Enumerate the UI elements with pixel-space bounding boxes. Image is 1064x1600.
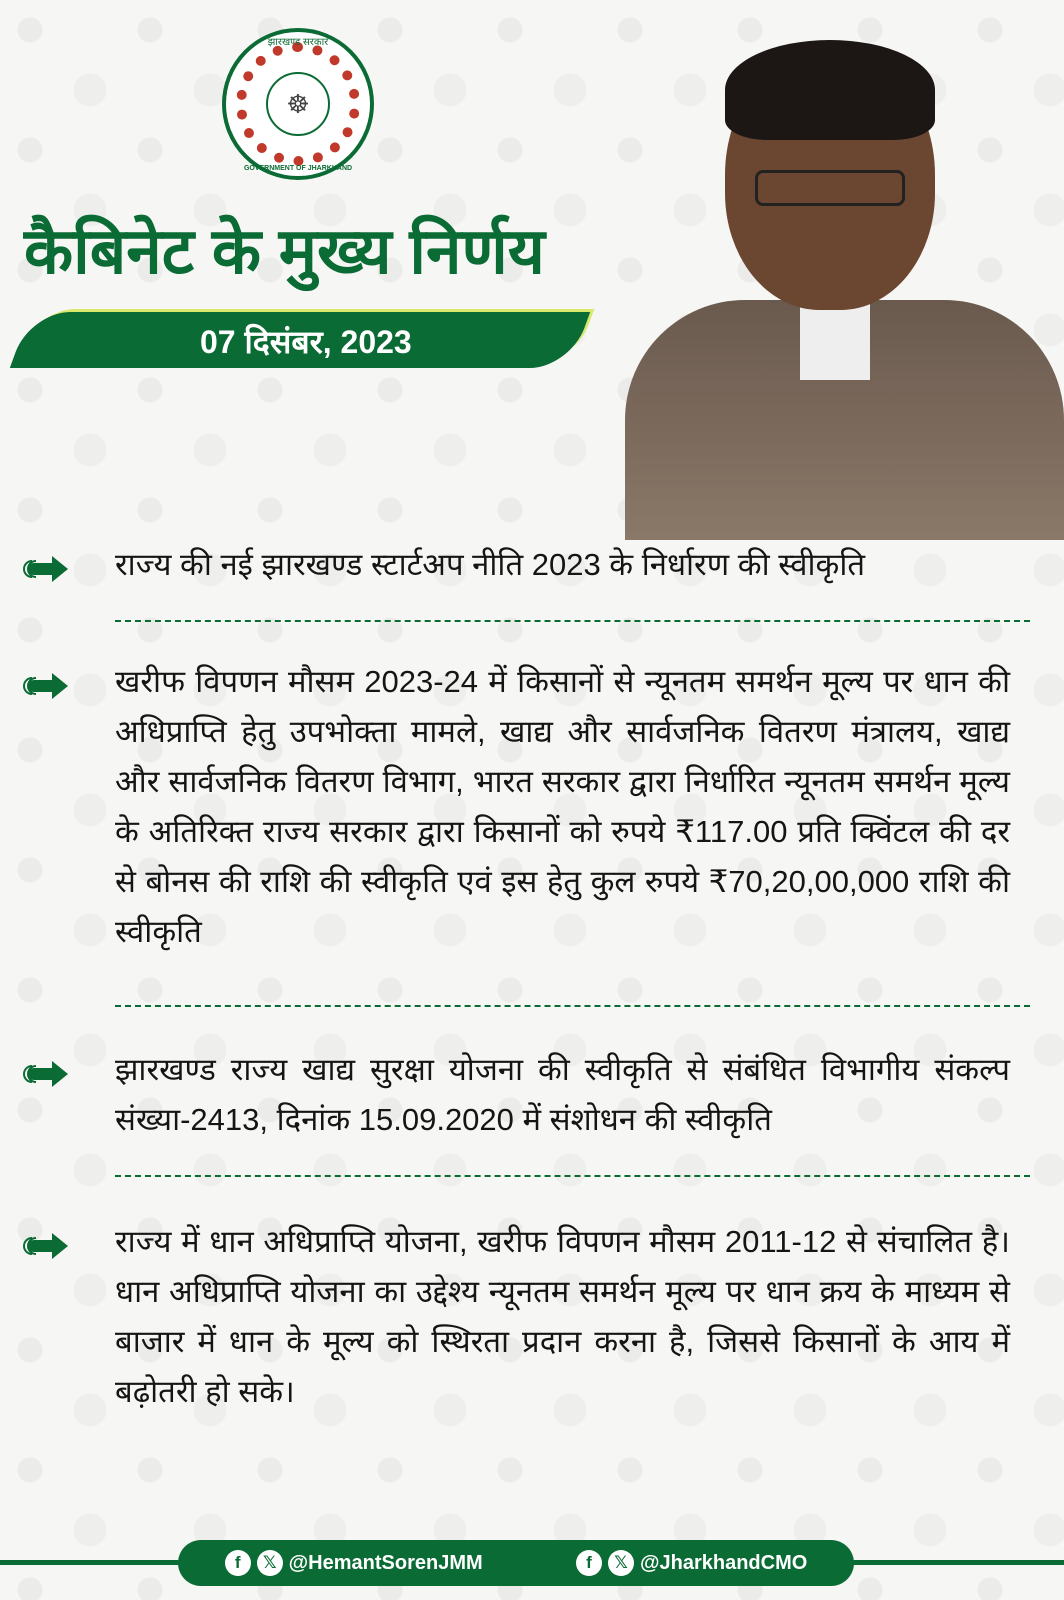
facebook-icon: f — [576, 1550, 602, 1576]
arrow-bullet-icon — [20, 1060, 70, 1088]
divider — [115, 1175, 1030, 1177]
decision-item-2: खरीफ विपणन मौसम 2023-24 में किसानों से न्यूनतम समर्थन मूल्य पर धान की अधिप्राप्ति हेतु उपभोक्ता मामले, खाद्य और सार्वजनिक वितरण मंत्रालय, खाद्य और सार्वजनिक वितरण विभाग, भारत सरकार द्वारा निर्धारित न्यूनतम समर्थन मूल्य के अतिरिक्त राज्य सरकार द्वारा किसानों को रुपये ₹117.00 प्रति क्विंटल की दर से बोनस की राशि की स्वीकृति एवं इस हेतु कुल रुपये ₹70,20,00,000 राशि की स्वीकृति — [115, 664, 1010, 949]
handle-text: @JharkhandCMO — [640, 1551, 808, 1574]
x-icon: 𝕏 — [608, 1550, 634, 1576]
decision-item-4: राज्य में धान अधिप्राप्ति योजना, खरीफ विपणन मौसम 2011-12 से संचालित है। धान अधिप्राप्ति योजना का उद्देश्य न्यूनतम समर्थन मूल्य पर धान क्रय के माध्यम से बाजार में धान के मूल्य को स्थिरता प्रदान करना है, जिससे किसानों के आय में बढ़ोतरी हो सके। — [115, 1224, 1010, 1409]
photo-glasses — [755, 170, 905, 206]
emblem-icon: ☸ — [266, 72, 330, 136]
arrow-bullet-icon — [20, 672, 70, 700]
facebook-icon: f — [225, 1550, 251, 1576]
x-icon: 𝕏 — [257, 1550, 283, 1576]
decision-item-1: राज्य की नई झारखण्ड स्टार्टअप नीति 2023 के निर्धारण की स्वीकृति — [115, 547, 866, 582]
arrow-bullet-icon — [20, 555, 70, 583]
date-text: 07 दिसंबर, 2023 — [200, 324, 412, 360]
photo-hair — [725, 40, 935, 140]
social-footer — [178, 1540, 854, 1586]
divider — [115, 620, 1030, 622]
chief-minister-photo — [615, 30, 1064, 540]
page-title: कैबिनेट के मुख्य निर्णय — [24, 215, 545, 287]
divider — [115, 1005, 1030, 1007]
logo-top-text: झारखण्ड सरकार — [267, 37, 329, 48]
decision-item-3: झारखण्ड राज्य खाद्य सुरक्षा योजना की स्वीकृति से संबंधित विभागीय संकल्प संख्या-2413, दिनांक 15.09.2020 में संशोधन की स्वीकृति — [115, 1052, 1010, 1137]
social-handle-hemant[interactable] — [225, 1550, 483, 1576]
social-handle-cmo[interactable] — [576, 1550, 807, 1576]
government-of-jharkhand-logo — [222, 28, 374, 180]
handle-text: @HemantSorenJMM — [288, 1551, 483, 1574]
photo-collar — [800, 300, 870, 380]
logo-bottom-text: GOVERNMENT OF JHARKHAND — [243, 165, 353, 172]
arrow-bullet-icon — [20, 1232, 70, 1260]
